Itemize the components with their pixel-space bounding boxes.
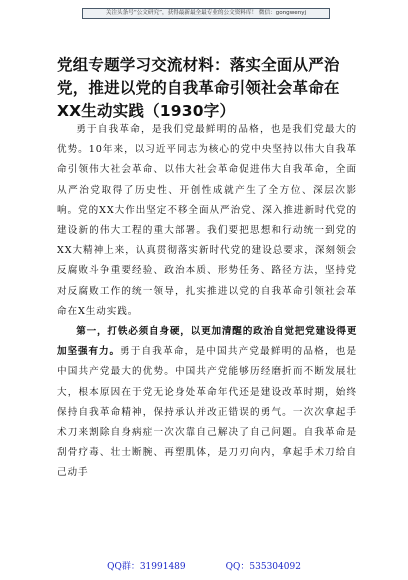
paragraph-lead-bold: 第一，打铁必须自身硬，以更加清醒的政治自觉把党建设得更加坚强有力。	[57, 326, 357, 358]
paragraph-intro: 勇于自我革命，是我们党最鲜明的品格，也是我们党最大的优势。10年来，以习近平同志为核心的党中央坚持以伟大自我革命引领伟大社会革命、以伟大社会革命促进伟大自我革命，全面从严治党取得了历史性、开创性成就产生了全方位、深层次影响。党的XX大作出坚定不移全面从严治党、深入推进新时代党的建设新的伟大工程的重大部署。我们要把思想和行动统一到党的XX大精神上来，认真贯彻落实新时代党的建设总要求，深刻领会反腐败斗争重要经验、政治本质、形势任务、路径方法，坚持党对反腐败工作的统一领导，扎实推进以党的自我革命引领社会革命在X生动实践。	[57, 124, 357, 317]
qq-group-number: QQ群：31991489	[107, 562, 186, 572]
contact-footer	[0, 559, 408, 572]
document-body	[57, 120, 357, 484]
promo-banner-text: 关注头条号“公文研究”，获得最新最全最专业的公文资料库！ 微信：gongwenyj	[105, 10, 307, 16]
paragraph-first-point-body: 勇于自我革命，是中国共产党最鲜明的品格，也是中国共产党最大的优势。中国共产党能够历经磨折而不断发展壮大，根本原因在于党无论身处革命年代还是建设改革时期，始终保持自我革命精神，保持承认并改正错误的勇气。一次次拿起手术刀来割除自身病症一次次靠自己解决了自己问题。自我革命是刮骨疗毒、壮士断腕、再塑肌体，是刀刃向内，拿起手术刀给自己动手	[57, 346, 357, 479]
paragraph-first-point	[57, 322, 357, 484]
document-title: 党组专题学习交流材料：落实全面从严治党，推进以党的自我革命引领社会革命在XX生动实践（1930字）	[57, 56, 340, 120]
promo-banner	[82, 8, 330, 19]
qq-number: QQ：535304092	[225, 562, 301, 572]
